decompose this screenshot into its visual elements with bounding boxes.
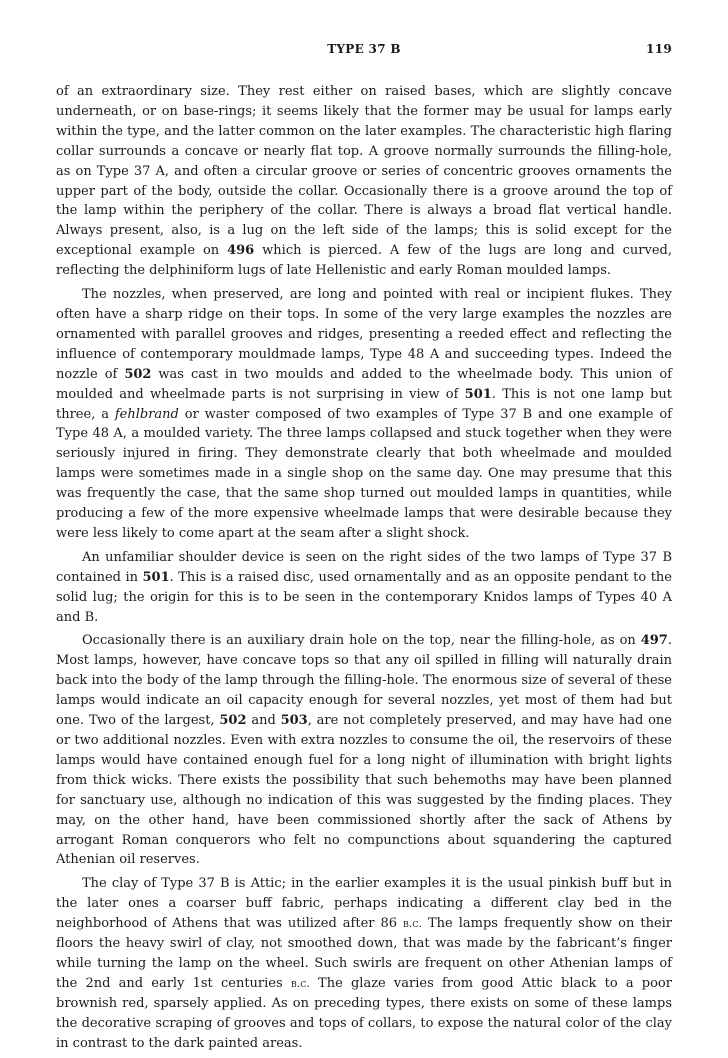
text-run: . This is not one lamp but three, a bbox=[56, 386, 673, 422]
text-run: The lamps frequently show on their floors the heavy swirl of clay, not smoothed down, that was made by the fabricant’s finger while turning the lamp on the wheel. Such swirls are frequent on other Athenian lamps of the 2nd and early 1st centuries bbox=[56, 916, 673, 991]
catalog-number-ref: 497 bbox=[640, 633, 668, 649]
page-number: 119 bbox=[646, 42, 672, 56]
text-run: Occasionally there is an auxiliary drain hole on the top, near the filling-hole, as on bbox=[82, 633, 641, 649]
paragraph bbox=[56, 631, 672, 870]
text-run: was cast in two moulds and added to the wheelmade body. This union of moulded and wheelmade parts is not surprising in view of bbox=[56, 366, 672, 402]
catalog-number-ref: 502 bbox=[124, 366, 152, 382]
paragraph bbox=[56, 548, 672, 628]
text-run: or waster composed of two examples of Type 37 B and one example of Type 48 A, a moulded variety. The three lamps collapsed and stuck together when they were seriously injured in firing. They demonstrate clearly that both wheelmade and moulded lamps were sometimes made in a single shop on the same day. One may presume that this was frequently the case, that the same shop turned out moulded lamps in quantities, while producing a few of the more expensive wheelmade lamps that were desirable because they were less likely to come apart at the seam after a slight shock. bbox=[56, 406, 672, 541]
era-abbreviation: b.c. bbox=[290, 976, 310, 990]
text-run: , are not completely preserved, and may have had one or two additional nozzles. Even with extra nozzles to consume the oil, the reservoirs of these lamps would have contained enough fuel for a long night of illumination with bright lights from thick wicks. There exists the possibility that such behemoths may have been planned for sanctuary use, although no indication of this was suggested by the finding places. They may, on the other hand, have been commissioned shortly after the sack of Athens by arrogant Roman conquerors who felt no compunctions about squandering the captured Athenian oil reserves. bbox=[56, 713, 672, 868]
running-title: TYPE 37 B bbox=[327, 42, 401, 56]
catalog-number-ref: 496 bbox=[227, 243, 255, 259]
paragraph bbox=[56, 874, 672, 1053]
text-run: An unfamiliar shoulder device is seen on the right sides of the two lamps of Type 37 B contained in bbox=[56, 549, 672, 585]
catalog-number-ref: 502 bbox=[219, 713, 247, 729]
text-run: which is pierced. A few of the lugs are long and curved, reflecting the delphiniform lugs of late Hellenistic and early Roman moulded lamps. bbox=[56, 243, 672, 279]
text-run: . Most lamps, however, have concave tops so that any oil spilled in filling will naturally drain back into the body of the lamp through the filling-hole. The enormous size of several of these lamps would indicate an oil capacity enough for several nozzles, yet most of them had but one. Two of the largest, bbox=[56, 633, 672, 729]
text-run: The glaze varies from good Attic black to a poor brownish red, sparsely applied. As on preceding types, there exists on some of these lamps the decorative scraping of grooves and tops of collars, to expose the natural color of the clay in contrast to the dark painted areas. bbox=[56, 975, 672, 1051]
text-run: of an extraordinary size. They rest either on raised bases, which are slightly concave underneath, or on base-rings; it seems likely that the former may be usual for lamps early within the type, and the latter common on the later examples. The characteristic high flaring collar surrounds a concave or nearly flat top. A groove normally surrounds the filling-hole, as on Type 37 A, and often a circular groove or series of concentric grooves ornaments the upper part of the body, outside the collar. Occasionally there is a groove around the top of the lamp within the periphery of the collar. There is always a broad flat vertical handle. Always present, also, is a lug on the left side of the lamps; this is solid except for the exceptional example on bbox=[56, 84, 672, 259]
page bbox=[56, 42, 672, 1058]
running-header bbox=[56, 42, 672, 64]
catalog-number-ref: 501 bbox=[142, 569, 170, 585]
paragraph bbox=[56, 285, 672, 544]
italic-term: fehlbrand bbox=[114, 406, 179, 422]
catalog-number-ref: 503 bbox=[280, 713, 308, 729]
era-abbreviation: b.c. bbox=[403, 917, 423, 931]
paragraph bbox=[56, 82, 672, 281]
text-run: The nozzles, when preserved, are long and pointed with real or incipient flukes. They often have a sharp ridge on their tops. In some of the very large examples the nozzles are ornamented with parallel grooves and ridges, presenting a reeded effect and reflecting the influence of contemporary mouldmade lamps, Type 48 A and succeeding types. Indeed the nozzle of bbox=[56, 287, 672, 382]
text-run: The clay of Type 37 B is Attic; in the earlier examples it is the usual pinkish buff but in the later ones a coarser buff fabric, perhaps indicating a different clay bed in the neighborhood of Athens that was utilized after 86 bbox=[56, 876, 672, 932]
body-text bbox=[56, 82, 672, 1054]
catalog-number-ref: 501 bbox=[464, 386, 492, 402]
text-run: and bbox=[246, 713, 281, 729]
text-run: . This is a raised disc, used ornamentally and as an opposite pendant to the solid lug; the origin for this is to be seen in the contemporary Knidos lamps of Types 40 A and B. bbox=[56, 569, 672, 625]
